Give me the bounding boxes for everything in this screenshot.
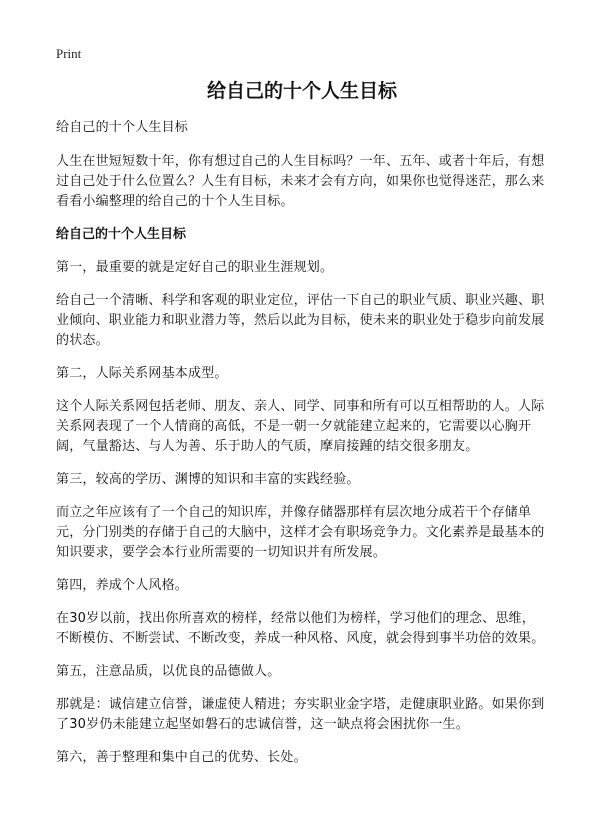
goal-4-heading: 第四，养成个人风格。 — [56, 578, 189, 593]
article-body — [56, 118, 548, 781]
goal-2-body: 这个人际关系网包括老师、朋友、亲人、同学、同事和所有可以互相帮助的人。人际关系网表现了一个人情商的高低，不是一朝一夕就能建立起来的，它需要以心胸开阔，气量豁达、与人为善、乐于助人的气质，摩肩接踵的结交很多朋友。 — [56, 399, 545, 454]
goal-4-body: 在30岁以前，找出你所喜欢的榜样，经常以他们为榜样，学习他们的理念、思维，不断模仿、不断尝试、不断改变，养成一种风格、风度，就会得到事半功倍的效果。 — [56, 611, 545, 646]
goal-1-body: 给自己一个清晰、科学和客观的职业定位，评估一下自己的职业气质、职业兴趣、职业倾向、职业能力和职业潜力等，然后以此为目标，使未来的职业处于稳步向前发展的状态。 — [56, 293, 545, 348]
goal-5-heading: 第五，注意品质，以优良的品德做人。 — [56, 664, 281, 679]
goal-6-heading: 第六，善于整理和集中自己的优势、长处。 — [56, 750, 307, 765]
print-link[interactable]: Print — [56, 46, 82, 61]
intro-paragraph: 人生在世短短数十年，你有想过自己的人生目标吗？一年、五年、或者十年后，有想过自己处于什么位置么？人生有目标，未来才会有方向，如果你也觉得迷茫，那么来看看小编整理的给自己的十个人生目标。 — [56, 154, 545, 209]
page-title: 给自己的十个人生目标 — [206, 80, 397, 102]
goal-2-heading: 第二，人际关系网基本成型。 — [56, 366, 228, 381]
goal-3-body: 而立之年应该有了一个自己的知识库，并像存储器那样有层次地分成若干个存储单元，分门别类的存储于自己的大脑中，这样才会有职场竞争力。文化素养是最基本的知识要求，要学会本行业所需要的一切知识并有所发展。 — [56, 505, 545, 560]
goal-5-body: 那就是：诚信建立信誉，谦虚使人精进；夯实职业金字塔，走健康职业路。如果你到了30岁仍未能建立起坚如磐石的忠诚信誉，这一缺点将会困扰你一生。 — [56, 697, 545, 732]
goal-1-heading: 第一，最重要的就是定好自己的职业生涯规划。 — [56, 260, 334, 275]
section-heading: 给自己的十个人生目标 — [56, 227, 187, 242]
article-subtitle: 给自己的十个人生目标 — [56, 120, 189, 135]
goal-3-heading: 第三，较高的学历、渊博的知识和丰富的实践经验。 — [56, 472, 360, 487]
